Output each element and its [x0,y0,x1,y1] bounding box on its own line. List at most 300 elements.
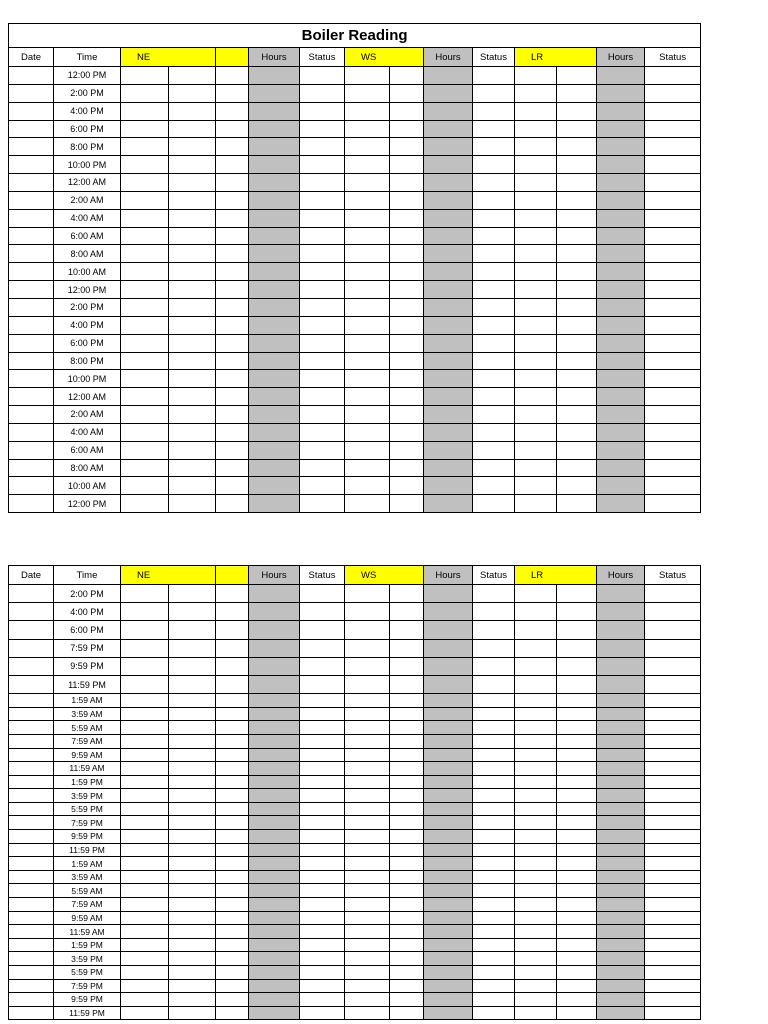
ws-status-cell[interactable] [473,802,515,816]
ne-cell-2[interactable] [169,789,216,803]
lr-cell-2[interactable] [557,67,597,85]
ne-cell-2[interactable] [169,707,216,721]
lr-cell-2[interactable] [557,911,597,925]
ne-cell-2[interactable] [169,102,216,120]
ne-status-cell[interactable] [300,775,345,789]
ne-status-cell[interactable] [300,227,345,245]
lr-cell-1[interactable] [515,857,557,871]
ws-status-cell[interactable] [473,694,515,708]
date-cell[interactable] [9,352,54,370]
ne-cell-3[interactable] [216,979,249,993]
ne-status-cell[interactable] [300,694,345,708]
ws-status-cell[interactable] [473,734,515,748]
lr-status-cell[interactable] [645,495,701,513]
ne-cell-2[interactable] [169,843,216,857]
ne-cell-1[interactable] [121,775,169,789]
ne-cell-2[interactable] [169,120,216,138]
ne-status-cell[interactable] [300,495,345,513]
ws-cell-2[interactable] [390,388,424,406]
lr-cell-2[interactable] [557,227,597,245]
ne-status-cell[interactable] [300,925,345,939]
lr-status-cell[interactable] [645,334,701,352]
ne-cell-3[interactable] [216,870,249,884]
ne-hours-cell[interactable] [249,84,300,102]
ws-cell-1[interactable] [345,603,390,621]
ws-status-cell[interactable] [473,952,515,966]
lr-cell-1[interactable] [515,734,557,748]
ne-cell-2[interactable] [169,979,216,993]
ne-cell-3[interactable] [216,802,249,816]
ne-cell-3[interactable] [216,84,249,102]
ne-hours-cell[interactable] [249,603,300,621]
ne-cell-3[interactable] [216,120,249,138]
ws-status-cell[interactable] [473,675,515,693]
ws-cell-1[interactable] [345,156,390,174]
date-cell[interactable] [9,843,54,857]
date-cell[interactable] [9,621,54,639]
ne-cell-3[interactable] [216,621,249,639]
ws-cell-1[interactable] [345,334,390,352]
lr-hours-cell[interactable] [597,281,645,299]
ws-cell-1[interactable] [345,352,390,370]
ne-cell-3[interactable] [216,174,249,192]
ne-status-cell[interactable] [300,675,345,693]
date-cell[interactable] [9,675,54,693]
ne-cell-1[interactable] [121,102,169,120]
ws-hours-cell[interactable] [424,775,473,789]
ws-status-cell[interactable] [473,423,515,441]
date-cell[interactable] [9,1006,54,1020]
lr-cell-2[interactable] [557,263,597,281]
ne-cell-1[interactable] [121,802,169,816]
ne-cell-1[interactable] [121,316,169,334]
lr-status-cell[interactable] [645,789,701,803]
ws-status-cell[interactable] [473,870,515,884]
ne-cell-2[interactable] [169,657,216,675]
ne-cell-1[interactable] [121,174,169,192]
ne-cell-1[interactable] [121,657,169,675]
lr-cell-2[interactable] [557,802,597,816]
ws-cell-1[interactable] [345,938,390,952]
lr-cell-1[interactable] [515,67,557,85]
lr-cell-2[interactable] [557,621,597,639]
ws-status-cell[interactable] [473,477,515,495]
date-cell[interactable] [9,657,54,675]
ws-status-cell[interactable] [473,639,515,657]
date-cell[interactable] [9,707,54,721]
lr-cell-2[interactable] [557,298,597,316]
date-cell[interactable] [9,603,54,621]
ws-cell-2[interactable] [390,102,424,120]
ws-hours-cell[interactable] [424,966,473,980]
lr-hours-cell[interactable] [597,843,645,857]
ws-cell-2[interactable] [390,911,424,925]
ne-hours-cell[interactable] [249,993,300,1007]
lr-status-cell[interactable] [645,423,701,441]
ne-hours-cell[interactable] [249,423,300,441]
lr-cell-1[interactable] [515,585,557,603]
ne-hours-cell[interactable] [249,459,300,477]
lr-hours-cell[interactable] [597,734,645,748]
ws-status-cell[interactable] [473,459,515,477]
ne-hours-cell[interactable] [249,843,300,857]
date-cell[interactable] [9,870,54,884]
ne-cell-2[interactable] [169,1006,216,1020]
lr-hours-cell[interactable] [597,898,645,912]
lr-cell-1[interactable] [515,966,557,980]
ne-cell-2[interactable] [169,802,216,816]
ws-cell-1[interactable] [345,209,390,227]
date-cell[interactable] [9,966,54,980]
lr-cell-2[interactable] [557,603,597,621]
lr-cell-1[interactable] [515,775,557,789]
ne-cell-1[interactable] [121,209,169,227]
ne-hours-cell[interactable] [249,138,300,156]
ne-cell-3[interactable] [216,603,249,621]
ws-cell-1[interactable] [345,102,390,120]
lr-hours-cell[interactable] [597,816,645,830]
lr-status-cell[interactable] [645,775,701,789]
lr-cell-1[interactable] [515,138,557,156]
ne-cell-2[interactable] [169,721,216,735]
ws-status-cell[interactable] [473,830,515,844]
ne-hours-cell[interactable] [249,707,300,721]
ws-hours-cell[interactable] [424,675,473,693]
ne-cell-1[interactable] [121,748,169,762]
ne-cell-3[interactable] [216,156,249,174]
date-cell[interactable] [9,748,54,762]
lr-status-cell[interactable] [645,621,701,639]
ne-hours-cell[interactable] [249,830,300,844]
ws-cell-2[interactable] [390,830,424,844]
ne-hours-cell[interactable] [249,495,300,513]
ws-cell-1[interactable] [345,870,390,884]
lr-cell-2[interactable] [557,191,597,209]
lr-status-cell[interactable] [645,298,701,316]
ne-status-cell[interactable] [300,857,345,871]
ne-cell-3[interactable] [216,775,249,789]
ws-hours-cell[interactable] [424,102,473,120]
ws-cell-2[interactable] [390,843,424,857]
lr-cell-2[interactable] [557,585,597,603]
lr-hours-cell[interactable] [597,120,645,138]
date-cell[interactable] [9,585,54,603]
ne-hours-cell[interactable] [249,316,300,334]
ws-status-cell[interactable] [473,884,515,898]
ne-status-cell[interactable] [300,406,345,424]
ne-cell-1[interactable] [121,857,169,871]
lr-cell-2[interactable] [557,789,597,803]
ne-cell-1[interactable] [121,227,169,245]
ne-cell-2[interactable] [169,775,216,789]
ne-cell-3[interactable] [216,830,249,844]
date-cell[interactable] [9,459,54,477]
lr-cell-1[interactable] [515,281,557,299]
lr-hours-cell[interactable] [597,694,645,708]
ne-cell-2[interactable] [169,495,216,513]
ws-cell-2[interactable] [390,370,424,388]
lr-hours-cell[interactable] [597,423,645,441]
ne-cell-1[interactable] [121,952,169,966]
lr-hours-cell[interactable] [597,802,645,816]
ws-cell-1[interactable] [345,830,390,844]
ne-status-cell[interactable] [300,191,345,209]
ne-cell-2[interactable] [169,441,216,459]
date-cell[interactable] [9,884,54,898]
ws-status-cell[interactable] [473,775,515,789]
ne-status-cell[interactable] [300,209,345,227]
lr-status-cell[interactable] [645,966,701,980]
ws-status-cell[interactable] [473,388,515,406]
ne-cell-2[interactable] [169,603,216,621]
ws-status-cell[interactable] [473,707,515,721]
ne-cell-2[interactable] [169,459,216,477]
lr-cell-2[interactable] [557,775,597,789]
lr-cell-1[interactable] [515,477,557,495]
ne-status-cell[interactable] [300,423,345,441]
date-cell[interactable] [9,406,54,424]
date-cell[interactable] [9,209,54,227]
ne-cell-2[interactable] [169,227,216,245]
lr-status-cell[interactable] [645,174,701,192]
ne-cell-3[interactable] [216,657,249,675]
ws-cell-2[interactable] [390,138,424,156]
lr-cell-1[interactable] [515,227,557,245]
ne-cell-1[interactable] [121,67,169,85]
date-cell[interactable] [9,227,54,245]
date-cell[interactable] [9,120,54,138]
lr-status-cell[interactable] [645,459,701,477]
ne-status-cell[interactable] [300,174,345,192]
lr-hours-cell[interactable] [597,263,645,281]
date-cell[interactable] [9,441,54,459]
ws-cell-1[interactable] [345,263,390,281]
ws-status-cell[interactable] [473,245,515,263]
lr-cell-1[interactable] [515,925,557,939]
ne-cell-3[interactable] [216,952,249,966]
ws-cell-1[interactable] [345,84,390,102]
lr-cell-1[interactable] [515,694,557,708]
lr-hours-cell[interactable] [597,174,645,192]
ws-status-cell[interactable] [473,911,515,925]
ne-status-cell[interactable] [300,830,345,844]
ws-status-cell[interactable] [473,334,515,352]
ws-status-cell[interactable] [473,925,515,939]
ws-cell-1[interactable] [345,406,390,424]
ne-status-cell[interactable] [300,1006,345,1020]
lr-hours-cell[interactable] [597,775,645,789]
ne-cell-2[interactable] [169,245,216,263]
ne-cell-2[interactable] [169,734,216,748]
lr-cell-1[interactable] [515,209,557,227]
ws-status-cell[interactable] [473,352,515,370]
ws-cell-1[interactable] [345,675,390,693]
lr-status-cell[interactable] [645,603,701,621]
ne-hours-cell[interactable] [249,748,300,762]
lr-cell-1[interactable] [515,263,557,281]
ne-status-cell[interactable] [300,621,345,639]
ws-hours-cell[interactable] [424,84,473,102]
date-cell[interactable] [9,370,54,388]
ws-cell-1[interactable] [345,423,390,441]
ne-hours-cell[interactable] [249,938,300,952]
ws-cell-1[interactable] [345,138,390,156]
ws-cell-2[interactable] [390,281,424,299]
ne-status-cell[interactable] [300,762,345,776]
ne-status-cell[interactable] [300,67,345,85]
lr-status-cell[interactable] [645,281,701,299]
ws-cell-2[interactable] [390,423,424,441]
ws-cell-1[interactable] [345,789,390,803]
lr-status-cell[interactable] [645,843,701,857]
ne-status-cell[interactable] [300,477,345,495]
ws-status-cell[interactable] [473,227,515,245]
ws-cell-1[interactable] [345,191,390,209]
date-cell[interactable] [9,67,54,85]
ne-cell-3[interactable] [216,191,249,209]
ws-hours-cell[interactable] [424,870,473,884]
lr-status-cell[interactable] [645,67,701,85]
ne-hours-cell[interactable] [249,388,300,406]
lr-status-cell[interactable] [645,84,701,102]
ws-cell-2[interactable] [390,263,424,281]
lr-hours-cell[interactable] [597,762,645,776]
lr-cell-2[interactable] [557,441,597,459]
ne-hours-cell[interactable] [249,675,300,693]
ws-status-cell[interactable] [473,120,515,138]
ne-cell-1[interactable] [121,898,169,912]
ws-hours-cell[interactable] [424,459,473,477]
ws-cell-2[interactable] [390,857,424,871]
ws-cell-2[interactable] [390,657,424,675]
lr-status-cell[interactable] [645,675,701,693]
ws-cell-1[interactable] [345,734,390,748]
ne-cell-2[interactable] [169,298,216,316]
ws-cell-1[interactable] [345,585,390,603]
ws-cell-2[interactable] [390,209,424,227]
ws-hours-cell[interactable] [424,748,473,762]
lr-status-cell[interactable] [645,898,701,912]
lr-cell-1[interactable] [515,1006,557,1020]
lr-status-cell[interactable] [645,227,701,245]
lr-hours-cell[interactable] [597,830,645,844]
lr-hours-cell[interactable] [597,102,645,120]
lr-cell-2[interactable] [557,102,597,120]
ws-cell-2[interactable] [390,898,424,912]
ws-status-cell[interactable] [473,191,515,209]
ws-cell-2[interactable] [390,748,424,762]
lr-hours-cell[interactable] [597,1006,645,1020]
ws-cell-2[interactable] [390,245,424,263]
ne-cell-2[interactable] [169,477,216,495]
lr-hours-cell[interactable] [597,352,645,370]
ne-status-cell[interactable] [300,388,345,406]
lr-cell-1[interactable] [515,843,557,857]
ne-cell-3[interactable] [216,495,249,513]
ne-status-cell[interactable] [300,843,345,857]
ne-cell-2[interactable] [169,748,216,762]
lr-hours-cell[interactable] [597,585,645,603]
ws-cell-2[interactable] [390,227,424,245]
lr-status-cell[interactable] [645,441,701,459]
lr-cell-1[interactable] [515,191,557,209]
ws-cell-1[interactable] [345,441,390,459]
lr-cell-1[interactable] [515,938,557,952]
ws-hours-cell[interactable] [424,694,473,708]
ws-cell-2[interactable] [390,775,424,789]
ne-cell-3[interactable] [216,707,249,721]
ne-status-cell[interactable] [300,979,345,993]
lr-hours-cell[interactable] [597,979,645,993]
ne-cell-2[interactable] [169,406,216,424]
ws-hours-cell[interactable] [424,603,473,621]
date-cell[interactable] [9,334,54,352]
ws-cell-1[interactable] [345,639,390,657]
ws-cell-1[interactable] [345,884,390,898]
ne-hours-cell[interactable] [249,870,300,884]
ws-cell-2[interactable] [390,316,424,334]
ws-cell-1[interactable] [345,911,390,925]
lr-cell-1[interactable] [515,174,557,192]
ws-hours-cell[interactable] [424,209,473,227]
ne-cell-3[interactable] [216,352,249,370]
lr-cell-1[interactable] [515,707,557,721]
ne-cell-3[interactable] [216,316,249,334]
lr-cell-2[interactable] [557,174,597,192]
ws-hours-cell[interactable] [424,621,473,639]
ne-cell-2[interactable] [169,694,216,708]
ne-cell-1[interactable] [121,979,169,993]
ws-cell-1[interactable] [345,1006,390,1020]
ne-cell-1[interactable] [121,843,169,857]
lr-cell-1[interactable] [515,406,557,424]
ws-hours-cell[interactable] [424,245,473,263]
ne-status-cell[interactable] [300,281,345,299]
ne-hours-cell[interactable] [249,334,300,352]
date-cell[interactable] [9,423,54,441]
ws-cell-1[interactable] [345,898,390,912]
date-cell[interactable] [9,979,54,993]
ws-status-cell[interactable] [473,621,515,639]
lr-status-cell[interactable] [645,762,701,776]
ne-hours-cell[interactable] [249,816,300,830]
ws-cell-2[interactable] [390,477,424,495]
ws-hours-cell[interactable] [424,843,473,857]
ne-cell-3[interactable] [216,911,249,925]
ne-cell-2[interactable] [169,938,216,952]
ws-cell-2[interactable] [390,1006,424,1020]
lr-hours-cell[interactable] [597,316,645,334]
ws-cell-1[interactable] [345,979,390,993]
lr-cell-1[interactable] [515,441,557,459]
lr-hours-cell[interactable] [597,870,645,884]
ne-cell-3[interactable] [216,263,249,281]
lr-cell-1[interactable] [515,102,557,120]
ne-status-cell[interactable] [300,993,345,1007]
lr-cell-2[interactable] [557,857,597,871]
ne-cell-3[interactable] [216,102,249,120]
ws-cell-1[interactable] [345,993,390,1007]
ne-cell-2[interactable] [169,621,216,639]
lr-hours-cell[interactable] [597,721,645,735]
ws-hours-cell[interactable] [424,441,473,459]
ne-hours-cell[interactable] [249,67,300,85]
ne-hours-cell[interactable] [249,952,300,966]
ne-status-cell[interactable] [300,102,345,120]
ne-hours-cell[interactable] [249,298,300,316]
ws-cell-2[interactable] [390,174,424,192]
lr-status-cell[interactable] [645,406,701,424]
